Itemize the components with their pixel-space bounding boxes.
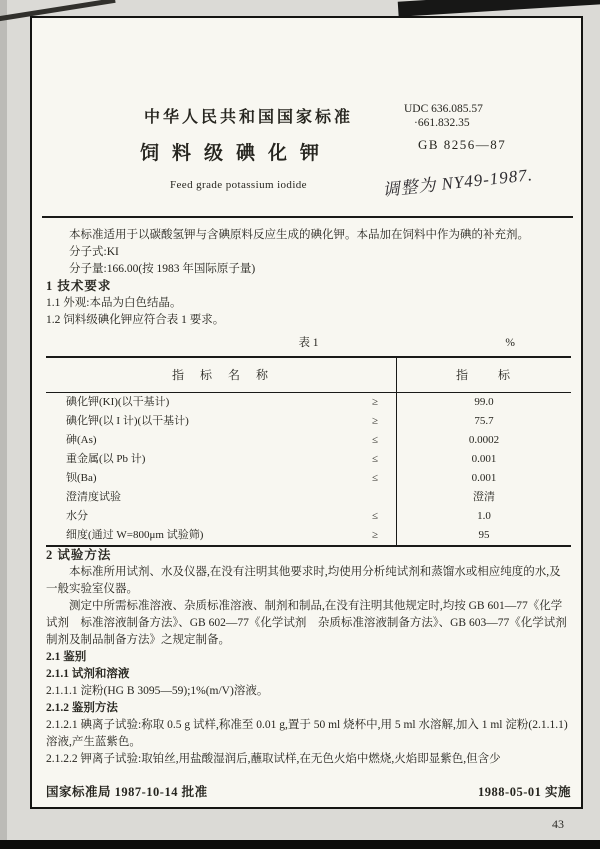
table-row <box>46 431 571 450</box>
scan-artifact-top-right <box>398 0 600 17</box>
udc-number-line1: UDC 636.085.57 <box>404 103 483 115</box>
table-row <box>46 488 571 507</box>
table-header-row <box>46 357 571 393</box>
document-title-english: Feed grade potassium iodide <box>170 179 307 191</box>
clause-2-paragraph-1: 本标准所用试剂、水及仪器,在没有注明其他要求时,均使用分析纯试剂和蒸馏水或相应纯度的水,及一般实验室仪器。 <box>46 566 561 595</box>
spec-operator: ≤ <box>354 431 397 450</box>
section-1-heading: 1 技术要求 <box>46 279 112 293</box>
column-header-name: 指 标 名 称 <box>46 357 397 393</box>
scan-artifact-bottom-strip <box>0 840 600 849</box>
header-divider <box>42 216 573 218</box>
clause-2-1-2-2: 2.1.2.2 钾离子试验:取铂丝,用盐酸湿润后,蘸取试样,在无色火焰中燃烧,火焰即显紫色,但含少 <box>46 753 501 765</box>
column-header-value: 指 标 <box>397 357 572 393</box>
spec-value: 95 <box>478 529 490 541</box>
spec-name: 细度(通过 W=800μm 试验筛) <box>66 529 204 541</box>
spec-name: 碘化钾(以 I 计)(以干基计) <box>66 415 189 427</box>
table-caption: 表 1 <box>298 337 319 349</box>
spec-operator: ≤ <box>354 469 397 488</box>
table-row <box>46 526 571 546</box>
approval-note: 国家标准局 1987-10-14 批准 <box>46 785 208 799</box>
page-number: 43 <box>552 817 564 831</box>
spec-operator: ≤ <box>354 450 397 469</box>
spec-value: 澄清 <box>473 491 495 503</box>
clause-2-1-1: 2.1.1 试剂和溶液 <box>46 668 130 680</box>
scope-paragraph: 本标准适用于以碳酸氢钾与含碘原料反应生成的碘化钾。本品加在饲料中作为碘的补充剂。 <box>69 229 529 241</box>
scan-edge-shadow <box>0 0 7 849</box>
spec-name: 重金属(以 Pb 计) <box>66 453 146 465</box>
spec-value: 99.0 <box>474 396 494 408</box>
handwritten-note: 调整为 NY49-1987. <box>381 165 534 200</box>
table-caption-row <box>46 335 571 352</box>
table-row <box>46 469 571 488</box>
org-title: 中华人民共和国国家标准 <box>144 109 354 126</box>
section-2-heading: 2 试验方法 <box>46 548 112 562</box>
clause-1-1: 1.1 外观:本品为白色结晶。 <box>46 297 182 309</box>
spec-value: 75.7 <box>474 415 494 427</box>
spec-value: 0.001 <box>471 472 497 484</box>
spec-operator: ≥ <box>354 412 397 431</box>
clause-2-1: 2.1 鉴别 <box>46 651 87 663</box>
spec-name: 砷(As) <box>66 434 97 446</box>
molecular-formula: 分子式:KI <box>69 246 119 258</box>
clause-2-1-2: 2.1.2 鉴别方法 <box>46 702 118 714</box>
spec-name: 澄清度试验 <box>66 491 121 503</box>
spec-name: 钡(Ba) <box>66 472 97 484</box>
spec-table <box>46 356 571 547</box>
clause-1-2: 1.2 饲料级碘化钾应符合表 1 要求。 <box>46 314 225 326</box>
spec-name: 水分 <box>66 510 88 522</box>
clause-2-1-2-1: 2.1.2.1 碘离子试验:称取 0.5 g 试样,称准至 0.01 g,置于 50 ml 烧杯中,用 5 ml 水溶解,加入 1 ml 淀粉(2.1.1.1)溶液,产生蓝紫色。 <box>46 719 568 748</box>
effective-note: 1988-05-01 实施 <box>478 785 571 799</box>
clause-2-paragraph-2: 测定中所需标准溶液、杂质标准溶液、制剂和制品,在没有注明其他规定时,均按 GB 601—77《化学试剂 标准溶液制备方法》、GB 602—77《化学试剂 杂质标准溶液制备方法》、GB 603—77《化学试剂 制剂及制品制备方法》之规定制备。 <box>46 600 579 646</box>
table-row <box>46 393 571 413</box>
spec-operator <box>354 488 397 507</box>
document-title: 饲料级碘化钾 <box>140 143 333 164</box>
spec-value: 0.0002 <box>468 434 500 446</box>
clause-2-1-1-1: 2.1.1.1 淀粉(HG B 3095—59);1%(m/V)溶液。 <box>46 685 269 697</box>
udc-number-line2: ·661.832.35 <box>414 117 470 129</box>
spec-operator: ≥ <box>354 526 397 546</box>
table-row <box>46 507 571 526</box>
standard-number: GB 8256—87 <box>418 137 507 152</box>
spec-value: 1.0 <box>477 510 491 522</box>
spec-operator: ≥ <box>354 393 397 413</box>
page-footer <box>46 782 571 800</box>
document-body <box>46 227 579 768</box>
document-page <box>30 16 583 809</box>
spec-value: 0.001 <box>471 453 497 465</box>
table-row <box>46 450 571 469</box>
table-unit: % <box>505 337 515 349</box>
classification-block <box>404 102 506 152</box>
molecular-weight: 分子量:166.00(按 1983 年国际原子量) <box>69 263 256 275</box>
spec-operator: ≤ <box>354 507 397 526</box>
table-row <box>46 412 571 431</box>
spec-name: 碘化钾(KI)(以干基计) <box>66 396 170 408</box>
